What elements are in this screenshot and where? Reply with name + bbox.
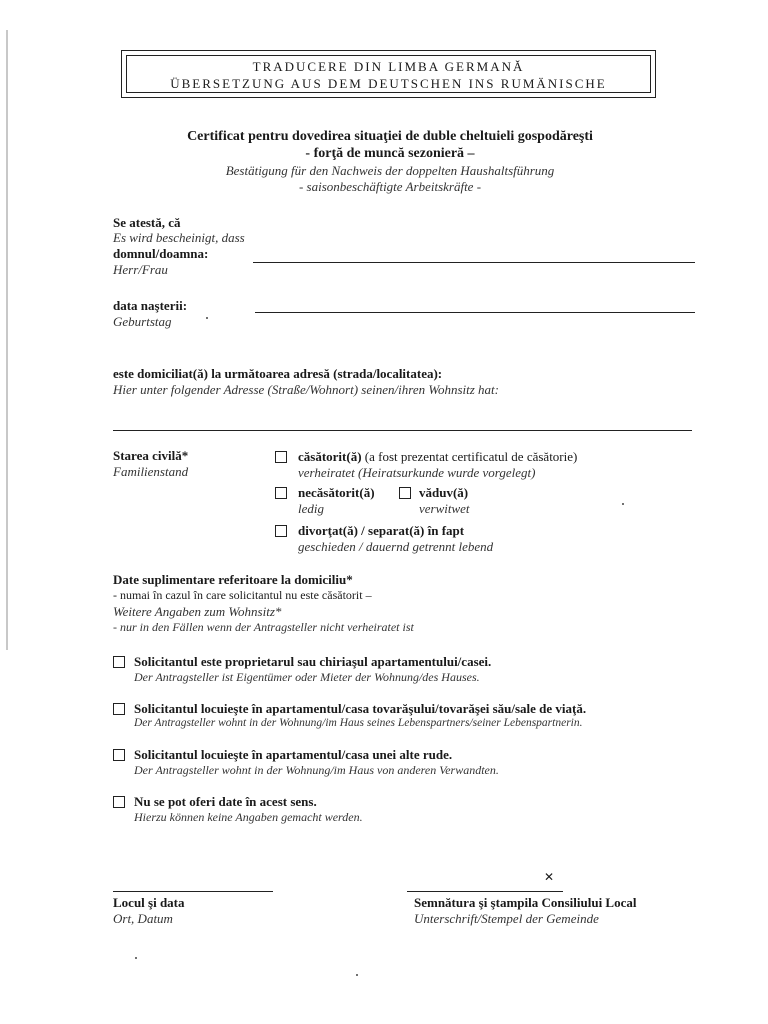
option-owner-ro: Solicitantul este proprietarul sau chiriaşul apartamentului/casei.: [134, 654, 492, 669]
signature-line[interactable]: [407, 891, 563, 892]
speck-mark: [356, 974, 358, 976]
attest-de: Es wird bescheinigt, dass: [113, 230, 245, 245]
place-date-label-ro: Locul şi data: [113, 895, 185, 910]
owner-tenant-checkbox[interactable]: [113, 656, 125, 668]
name-label-ro: domnul/doamna:: [113, 246, 209, 261]
place-date-label-de: Ort, Datum: [113, 911, 173, 926]
extra-note-de: - nur in den Fällen wenn der Antragsteller nicht verheiratet ist: [113, 620, 414, 634]
birth-label-de: Geburtstag: [113, 314, 172, 329]
signature-label-de: Unterschrift/Stempel der Gemeinde: [414, 911, 599, 926]
relative-home-checkbox[interactable]: [113, 749, 125, 761]
option-nodata-ro: Nu se pot oferi date în acest sens.: [134, 794, 317, 809]
birth-field-line[interactable]: [255, 312, 695, 313]
scan-edge-line: [6, 30, 8, 650]
name-label-de: Herr/Frau: [113, 262, 168, 277]
header-line-ro: TRADUCERE DIN LIMBA GERMANĂ: [252, 59, 525, 74]
title-ro-line1: Certificat pentru dovedirea situaţiei de duble cheltuieli gospodăreşti: [187, 129, 593, 144]
speck-mark: [206, 317, 208, 319]
title-de-line1: Bestätigung für den Nachweis der doppelten Haushaltsführung: [225, 163, 555, 178]
married-checkbox[interactable]: [275, 451, 287, 463]
address-label-de: Hier unter folgender Adresse (Straße/Wohnort) seinen/ihren Wohnsitz hat:: [113, 382, 500, 397]
birth-label-ro: data naşterii:: [113, 298, 188, 313]
partner-home-checkbox[interactable]: [113, 703, 125, 715]
extra-title-de: Weitere Angaben zum Wohnsitz*: [113, 604, 282, 619]
widowed-label-ro: văduv(ă): [419, 485, 469, 500]
option-partner-de: Der Antragsteller wohnt in der Wohnung/im Haus seines Lebenspartners/seiner Lebenspartnerin.: [134, 717, 583, 729]
married-label-note: (a fost prezentat certificatul de căsătorie): [361, 449, 578, 464]
title-ro-line2: - forţă de muncă sezonieră –: [305, 146, 475, 161]
option-partner-ro: Solicitantul locuieşte în apartamentul/casa tovarăşului/tovarăşei său/sale de viaţă.: [134, 701, 587, 716]
signature-label-ro: Semnătura şi ştampila Consiliului Local: [414, 895, 637, 910]
address-label-ro: este domiciliat(ă) la următoarea adresă (strada/localitatea):: [113, 366, 443, 381]
extra-note-ro: - numai în cazul în care solicitantul nu este căsătorit –: [113, 588, 372, 602]
single-checkbox[interactable]: [275, 487, 287, 499]
header-line-de: ÜBERSETZUNG AUS DEM DEUTSCHEN INS RUMÄNISCHE: [170, 76, 607, 91]
option-nodata-de: Hierzu können keine Angaben gemacht werden.: [134, 810, 363, 824]
widowed-label-de: verwitwet: [419, 501, 470, 516]
speck-mark: [622, 503, 624, 505]
single-label-de: ledig: [298, 501, 324, 516]
civil-label-de: Familienstand: [113, 464, 189, 479]
civil-label-ro: Starea civilă*: [113, 448, 189, 463]
no-data-checkbox[interactable]: [113, 796, 125, 808]
married-label-ro: [298, 449, 577, 465]
address-field-line[interactable]: [113, 430, 692, 431]
pen-mark: ✕: [544, 870, 555, 884]
married-label-de: verheiratet (Heiratsurkunde wurde vorgelegt): [298, 465, 536, 480]
option-owner-de: Der Antragsteller ist Eigentümer oder Mieter der Wohnung/des Hauses.: [134, 670, 480, 684]
name-field-line[interactable]: [253, 262, 695, 263]
divorced-checkbox[interactable]: [275, 525, 287, 537]
attest-ro: Se atestă, că: [113, 215, 181, 230]
title-de-line2: - saisonbeschäftigte Arbeitskräfte -: [298, 179, 482, 194]
option-relative-ro: Solicitantul locuieşte în apartamentul/casa unei alte rude.: [134, 747, 453, 762]
single-label-ro: necăsătorit(ă): [298, 485, 375, 500]
divorced-label-ro: divorţat(ă) / separat(ă) în fapt: [298, 523, 465, 538]
divorced-label-de: geschieden / dauernd getrennt lebend: [298, 539, 494, 554]
place-date-line[interactable]: [113, 891, 273, 892]
widowed-checkbox[interactable]: [399, 487, 411, 499]
married-label-bold: căsătorit(ă): [298, 449, 362, 464]
option-relative-de: Der Antragsteller wohnt in der Wohnung/im Haus von anderen Verwandten.: [134, 763, 499, 777]
extra-title-ro: Date suplimentare referitoare la domiciliu*: [113, 572, 353, 587]
speck-mark: [135, 957, 137, 959]
translation-header-box: [121, 50, 656, 98]
